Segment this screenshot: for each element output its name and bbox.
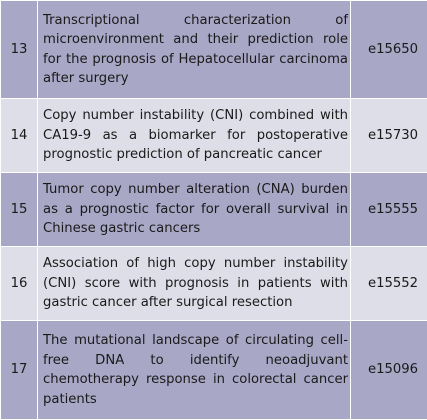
abstract-title: Copy number instability (CNI) combined with CA19-9 as a biomarker for postoperative prognostic prediction of pancreatic cancer [38,99,351,173]
abstract-code: e15552 [351,247,427,321]
table-row [1,247,427,321]
table-row [1,99,427,173]
abstract-code: e15096 [351,321,427,420]
table-row [1,1,427,99]
row-number: 15 [1,173,38,247]
row-number: 14 [1,99,38,173]
abstract-title: Association of high copy number instability (CNI) score with prognosis in patients with gastric cancer after surgical resection [38,247,351,321]
abstract-code: e15650 [351,1,427,99]
table-row [1,321,427,420]
row-number: 17 [1,321,38,420]
row-number: 13 [1,1,38,99]
row-number: 16 [1,247,38,321]
table-row [1,173,427,247]
abstract-code: e15555 [351,173,427,247]
abstract-title: Transcriptional characterization of microenvironment and their prediction role for the prognosis of Hepatocellular carcinoma after surgery [38,1,351,99]
abstract-code: e15730 [351,99,427,173]
abstract-title: Tumor copy number alteration (CNA) burden as a prognostic factor for overall survival in Chinese gastric cancers [38,173,351,247]
abstract-title: The mutational landscape of circulating cell-free DNA to identify neoadjuvant chemotherapy response in colorectal cancer patients [38,321,351,420]
